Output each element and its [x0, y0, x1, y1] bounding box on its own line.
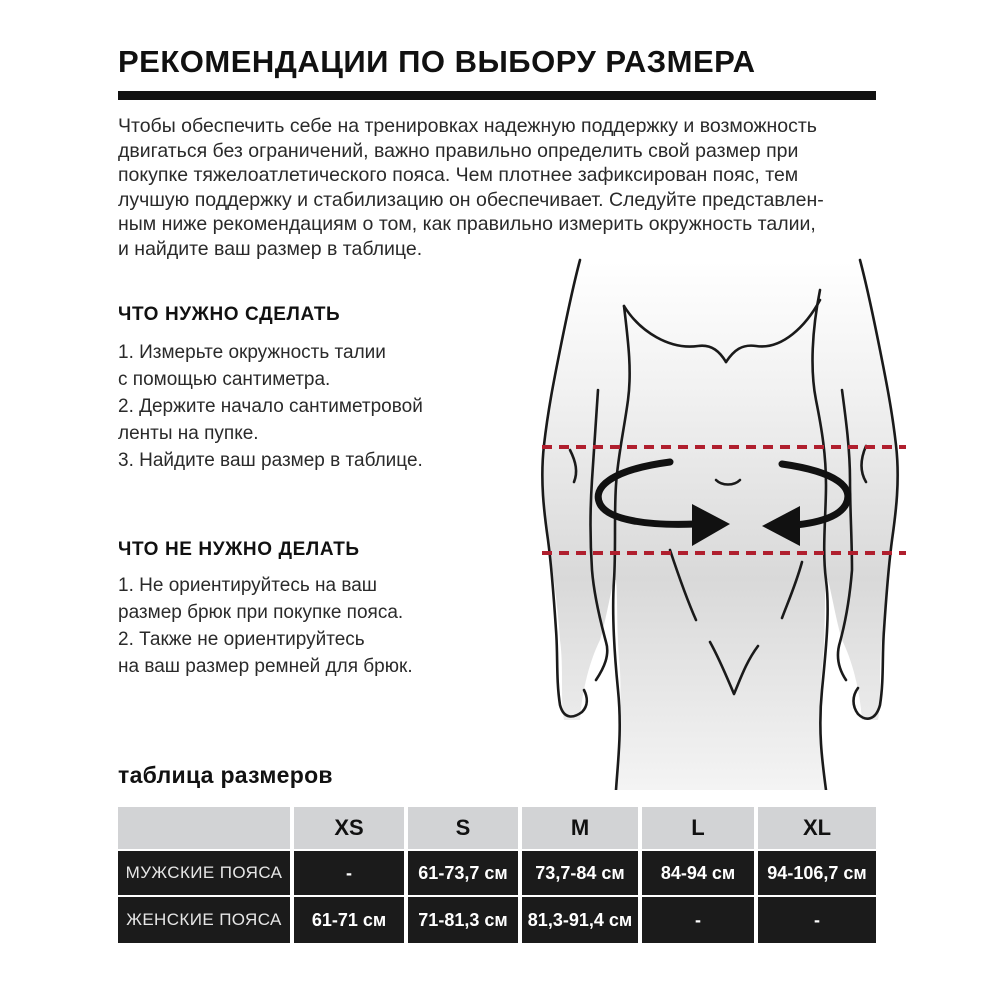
intro-line: ным ниже рекомендациям о том, как правильно измерить окружность талии, — [118, 213, 816, 236]
list-item: 2. Держите начало сантиметровой — [118, 396, 423, 417]
table-header-empty-cell — [118, 807, 290, 849]
table-header-size: S — [408, 807, 518, 849]
table-cell: 61-71 см — [294, 897, 404, 943]
table-cell: 81,3-91,4 см — [522, 897, 638, 943]
intro-line: покупке тяжелоатлетического пояса. Чем плотнее зафиксирован пояс, тем — [118, 164, 799, 187]
table-header-size: M — [522, 807, 638, 849]
intro-line: двигаться без ограничений, важно правильно определить свой размер при — [118, 139, 799, 162]
table-cell: 61-73,7 см — [408, 851, 518, 895]
list-item: 3. Найдите ваш размер в таблице. — [118, 450, 423, 471]
intro-line: и найдите ваш размер в таблице. — [118, 237, 423, 260]
list-item: 2. Также не ориентируйтесь — [118, 629, 365, 650]
table-cell: 84-94 см — [642, 851, 754, 895]
table-cell: - — [294, 851, 404, 895]
intro-line: Чтобы обеспечить себе на тренировках надежную поддержку и возможность — [118, 115, 817, 137]
table-cell: 94-106,7 см — [758, 851, 876, 895]
list-item: ленты на пупке. — [118, 423, 259, 444]
dont-list — [118, 572, 413, 680]
table-header-size: L — [642, 807, 754, 849]
dont-heading: ЧТО НЕ НУЖНО ДЕЛАТЬ — [118, 539, 360, 560]
table-header-size: XS — [294, 807, 404, 849]
torso-illustration — [520, 250, 920, 790]
table-row-label: МУЖСКИЕ ПОЯСА — [118, 851, 290, 895]
table-header-size: XL — [758, 807, 876, 849]
intro-line: лучшую поддержку и стабилизацию он обеспечивает. Следуйте представлен- — [118, 188, 824, 211]
list-item: размер брюк при покупке пояса. — [118, 602, 404, 623]
page-title: РЕКОМЕНДАЦИИ ПО ВЫБОРУ РАЗМЕРА — [118, 44, 756, 79]
list-item: на ваш размер ремней для брюк. — [118, 656, 413, 677]
table-cell: 73,7-84 см — [522, 851, 638, 895]
list-item: с помощью сантиметра. — [118, 369, 331, 390]
table-cell: - — [642, 897, 754, 943]
table-row-label: ЖЕНСКИЕ ПОЯСА — [118, 897, 290, 943]
title-underline — [118, 91, 876, 100]
table-cell: - — [758, 897, 876, 943]
size-table-title: таблица размеров — [118, 762, 333, 788]
table-cell: 71-81,3 см — [408, 897, 518, 943]
list-item: 1. Измерьте окружность талии — [118, 342, 386, 363]
do-heading: ЧТО НУЖНО СДЕЛАТЬ — [118, 304, 341, 325]
intro-paragraph — [118, 114, 908, 262]
list-item: 1. Не ориентируйтесь на ваш — [118, 575, 378, 596]
do-list — [118, 339, 423, 474]
